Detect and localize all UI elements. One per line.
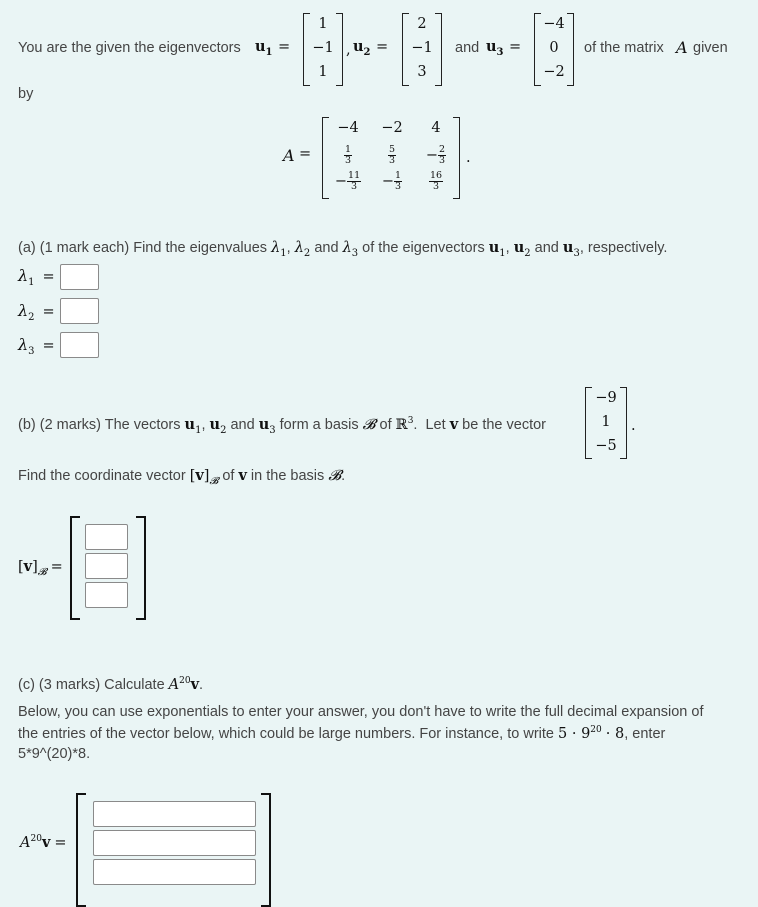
part-b-prompt: (b) (2 marks) The vectors $u_1$, $u_2$ and $u_3$ form a basis 𝓑 of ℝ$^3$. Let v be the vector [18, 416, 546, 436]
u1-equals: = [278, 39, 291, 55]
u2-entry: −1 [411, 40, 433, 56]
u3-entry: 0 [549, 40, 559, 56]
matrix-a-label: A [283, 146, 295, 165]
coord-vector-label: $[v]_𝓑$ = [18, 558, 63, 578]
u3-label: $u_3$ [486, 38, 504, 58]
matrix-a [322, 117, 460, 199]
u1-entry: −1 [312, 40, 334, 56]
v-entry: 1 [601, 414, 611, 430]
part-c-instructions-2: the entries of the vector below, which could be large numbers. For instance, to write $5 \cdot 9^{20} \cdot 8$, enter [18, 725, 666, 742]
u3-equals: = [509, 39, 522, 55]
matrix-a-entry: − $\frac{11}{3}$ [334, 170, 361, 192]
u1-label: $u_1$ [255, 38, 273, 58]
v-vector [585, 387, 627, 459]
u2-entry: 3 [417, 64, 427, 80]
part-c-instructions-3: 5*9^(20)*8. [18, 746, 91, 762]
by-text: by [18, 86, 34, 102]
lambda2-input[interactable] [60, 298, 99, 324]
given-text: given [693, 40, 728, 56]
matrix-a-entry: $\frac{1}{3}$ [344, 144, 352, 166]
and-text: and [455, 40, 480, 56]
u1-entry: 1 [318, 16, 328, 32]
matrix-a-entry: − $\frac{1}{3}$ [381, 170, 402, 192]
coord-input-2[interactable] [85, 553, 128, 579]
matrix-a-period: . [466, 150, 471, 166]
find-coordinate-prompt: Find the coordinate vector $[v]_𝓑$ of v in the basis 𝓑. [18, 467, 346, 487]
answer-input-1[interactable] [93, 801, 256, 827]
matrix-a-entry: −4 [337, 120, 359, 136]
lambda2-row: $\lambda_2$ = [18, 301, 55, 323]
u2-entry: 2 [417, 16, 427, 32]
matrix-a-entry: − $\frac{2}{3}$ [425, 144, 446, 166]
v-entry: −9 [595, 390, 617, 406]
answer-input-2[interactable] [93, 830, 256, 856]
u3-entry: −4 [543, 16, 565, 32]
lambda1-row: $\lambda_1$ = [18, 266, 55, 288]
intro-text: You are the given the eigenvectors [18, 40, 241, 56]
matrix-name: A [676, 38, 688, 57]
matrix-a-entry: $\frac{5}{3}$ [388, 144, 396, 166]
u2-vector [402, 13, 442, 86]
v-entry: −5 [595, 438, 617, 454]
coord-input-3[interactable] [85, 582, 128, 608]
matrix-a-entry: 4 [431, 120, 441, 136]
matrix-a-entry: −2 [381, 120, 403, 136]
comma: , [346, 42, 351, 58]
lambda3-input[interactable] [60, 332, 99, 358]
coord-input-1[interactable] [85, 524, 128, 550]
part-c-heading: (c) (3 marks) Calculate $A^{20}v$. [18, 676, 204, 693]
coord-right-bracket [136, 516, 146, 620]
matrix-a-entry: $\frac{16}{3}$ [429, 170, 443, 192]
answer-vector-label: $A^{20}v$ = [20, 834, 67, 851]
lambda3-row: $\lambda_3$ = [18, 335, 55, 357]
coord-left-bracket [70, 516, 80, 620]
answer-input-3[interactable] [93, 859, 256, 885]
of-matrix-text: of the matrix [584, 40, 664, 56]
matrix-a-equals: = [299, 146, 312, 162]
u2-equals: = [376, 39, 389, 55]
part-a-prompt: (a) (1 mark each) Find the eigenvalues $\lambda_1$, $\lambda_2$ and $\lambda_3$ of the eigenvectors $u_1$, $u_2$ and $u_3$, respectively. [18, 239, 668, 259]
u3-entry: −2 [543, 64, 565, 80]
u3-vector [534, 13, 574, 86]
u1-vector [303, 13, 343, 86]
part-c-instructions-1: Below, you can use exponentials to enter your answer, you don't have to write the full decimal expansion of [18, 704, 704, 720]
u1-entry: 1 [318, 64, 328, 80]
u2-label: $u_2$ [353, 38, 371, 58]
lambda1-input[interactable] [60, 264, 99, 290]
v-period: . [631, 418, 636, 434]
